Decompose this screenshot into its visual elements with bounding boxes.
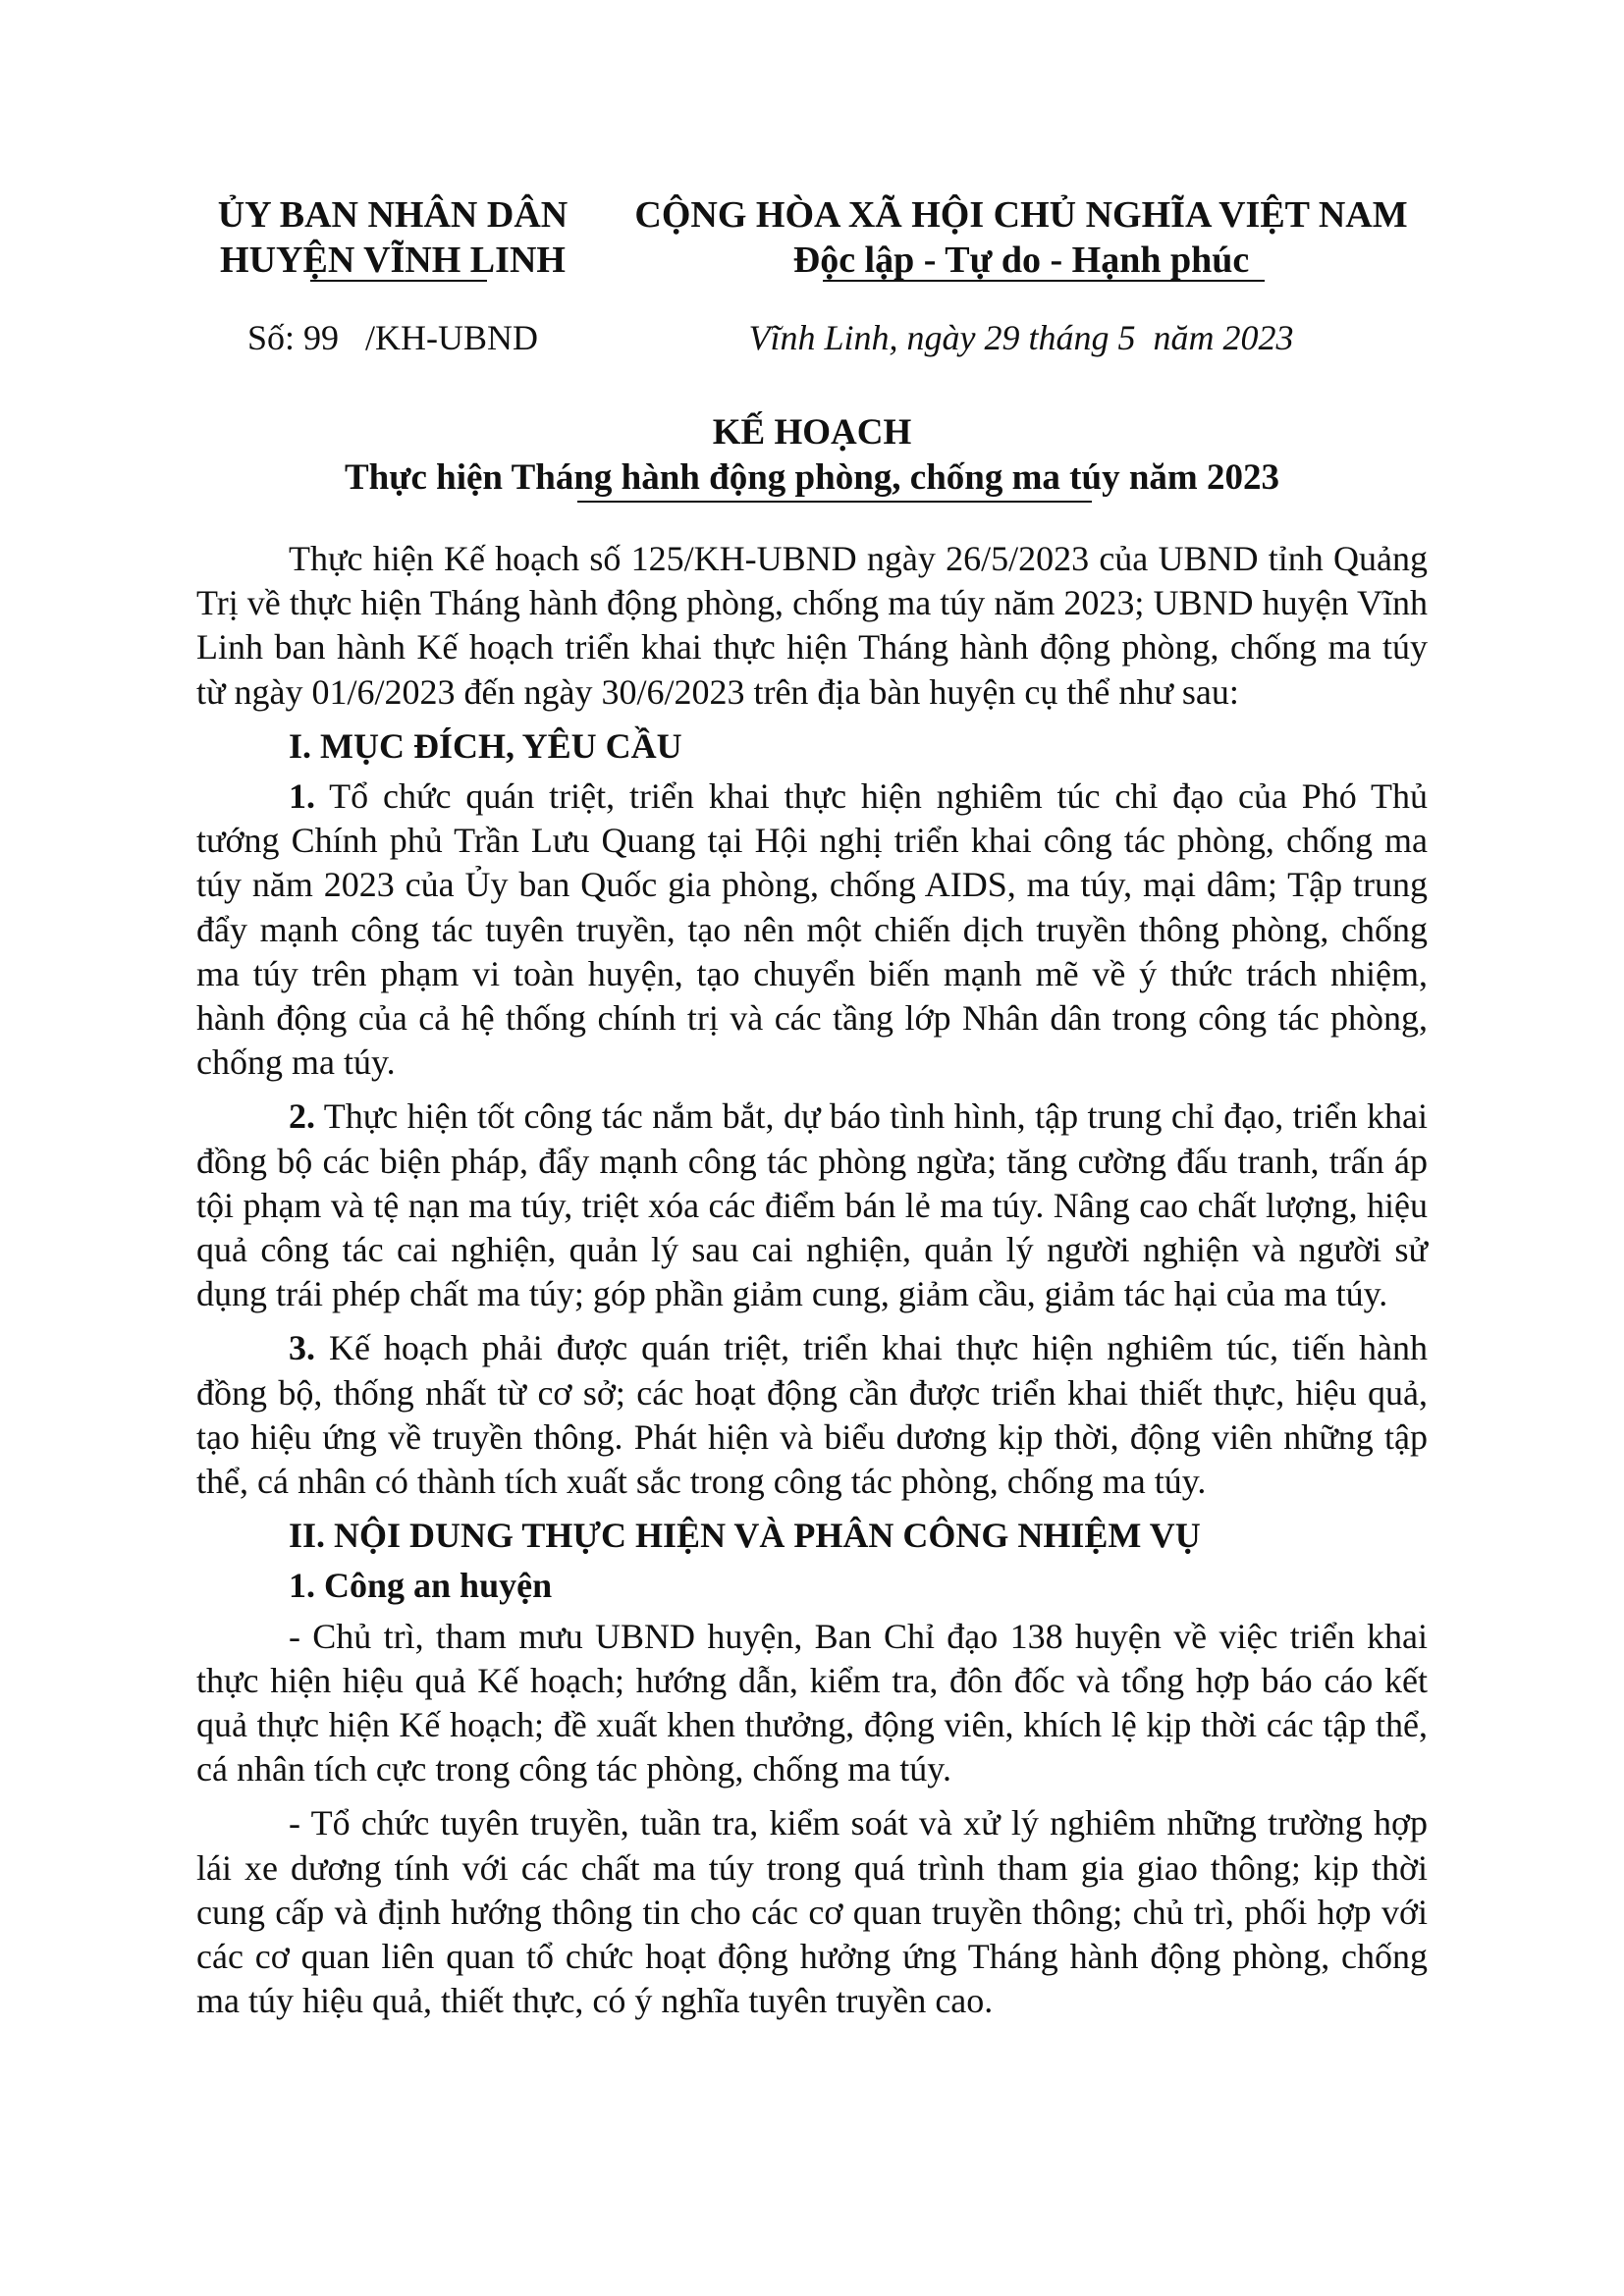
place-and-date: Vĩnh Linh, ngày 29 tháng 5 năm 2023 — [748, 318, 1294, 357]
purpose-item-2 — [196, 1095, 1428, 1316]
police-task-2: - Tổ chức tuyên truyền, tuần tra, kiểm soát và xử lý nghiêm những trường hợp lái xe dương tính với các chất ma túy trong quá trình tham gia giao thông; kịp thời cung cấp và định hướng thông tin cho các cơ quan truyền thông; chủ trì, phối hợp với các cơ quan liên quan tổ chức hoạt động hưởng ứng Tháng hành động phòng, chống ma túy hiệu quả, thiết thực, có ý nghĩa tuyên truyền cao. — [196, 1803, 1428, 2021]
item-number: 1. — [289, 776, 315, 817]
item-text: Tổ chức quán triệt, triển khai thực hiện nghiêm túc chỉ đạo của Phó Thủ tướng Chính phủ Trần Lưu Quang tại Hội nghị triển khai công tác phòng, chống ma túy năm 2023 của Ủy ban Quốc gia phòng, chống AIDS, ma túy, mại dâm; Tập trung đẩy mạnh công tác tuyên truyền, tạo nên một chiến dịch truyền thông phòng, chống ma túy trên phạm vi toàn huyện, tạo chuyển biến mạnh mẽ về ý thức trách nhiệm, hành động của cả hệ thống chính trị và các tầng lớp Nhân dân trong công tác phòng, chống ma túy. — [196, 776, 1428, 1083]
agency-header — [196, 192, 589, 283]
agency-line-1: ỦY BAN NHÂN DÂN — [217, 194, 568, 236]
nation-line-1: CỘNG HÒA XÃ HỘI CHỦ NGHĨA VIỆT NAM — [634, 194, 1408, 236]
national-header — [609, 192, 1434, 283]
purpose-item-1 — [196, 774, 1428, 1085]
police-task-1: - Chủ trì, tham mưu UBND huyện, Ban Chỉ đạo 138 huyện về việc triển khai thực hiện hiệu quả Kế hoạch; hướng dẫn, kiểm tra, đôn đốc và tổng hợp báo cáo kết quả thực hiện Kế hoạch; đề xuất khen thưởng, động viên, khích lệ kịp thời các tập thể, cá nhân tích cực trong công tác phòng, chống ma túy. — [196, 1616, 1428, 1789]
item-text: Kế hoạch phải được quán triệt, triển khai thực hiện nghiêm túc, tiến hành đồng bộ, thống nhất từ cơ sở; các hoạt động cần được triển khai thiết thực, hiệu quả, tạo hiệu ứng về truyền thông. Phát hiện và biểu dương kịp thời, động viên những tập thể, cá nhân có thành tích xuất sắc trong công tác phòng, chống ma túy. — [196, 1328, 1428, 1502]
purpose-item-3 — [196, 1326, 1428, 1504]
section-heading-purpose: I. MỤC ĐÍCH, YÊU CẦU — [289, 725, 682, 766]
nation-motto: Độc lập - Tự do - Hạnh phúc — [792, 240, 1250, 281]
section-heading-tasks: II. NỘI DUNG THỰC HIỆN VÀ PHÂN CÔNG NHIỆM VỤ — [289, 1516, 1201, 1556]
motto-underline — [823, 280, 1265, 282]
agency-underline — [310, 280, 487, 282]
document-subject: Thực hiện Tháng hành động phòng, chống ma túy năm 2023 — [345, 457, 1279, 498]
item-text: Thực hiện tốt công tác nắm bắt, dự báo tình hình, tập trung chỉ đạo, triển khai đồng bộ các biện pháp, đẩy mạnh công tác phòng ngừa; tăng cường đấu tranh, trấn áp tội phạm và tệ nạn ma túy, triệt xóa các điểm bán lẻ ma túy. Nâng cao chất lượng, hiệu quả công tác cai nghiện, quản lý sau cai nghiện, quản lý người nghiện và người sử dụng trái phép chất ma túy; góp phần giảm cung, giảm cầu, giảm tác hại của ma túy. — [196, 1096, 1428, 1314]
agency-line-2: HUYỆN VĨNH LINH — [220, 240, 566, 281]
intro-paragraph: Thực hiện Kế hoạch số 125/KH-UBND ngày 26/5/2023 của UBND tỉnh Quảng Trị về thực hiện Tháng hành động phòng, chống ma túy năm 2023; UBND huyện Vĩnh Linh ban hành Kế hoạch triển khai thực hiện Tháng hành động phòng, chống ma túy từ ngày 01/6/2023 đến ngày 30/6/2023 trên địa bàn huyện cụ thể như sau: — [196, 539, 1428, 712]
item-number: 2. — [289, 1096, 315, 1137]
item-number: 3. — [289, 1328, 315, 1368]
document-body — [196, 537, 1428, 2034]
document-type: KẾ HOẠCH — [712, 412, 912, 453]
title-underline — [577, 501, 1092, 503]
document-number: Số: 99 /KH-UBND — [246, 318, 538, 357]
document-title — [196, 410, 1428, 501]
subsection-heading-police: 1. Công an huyện — [289, 1566, 553, 1606]
